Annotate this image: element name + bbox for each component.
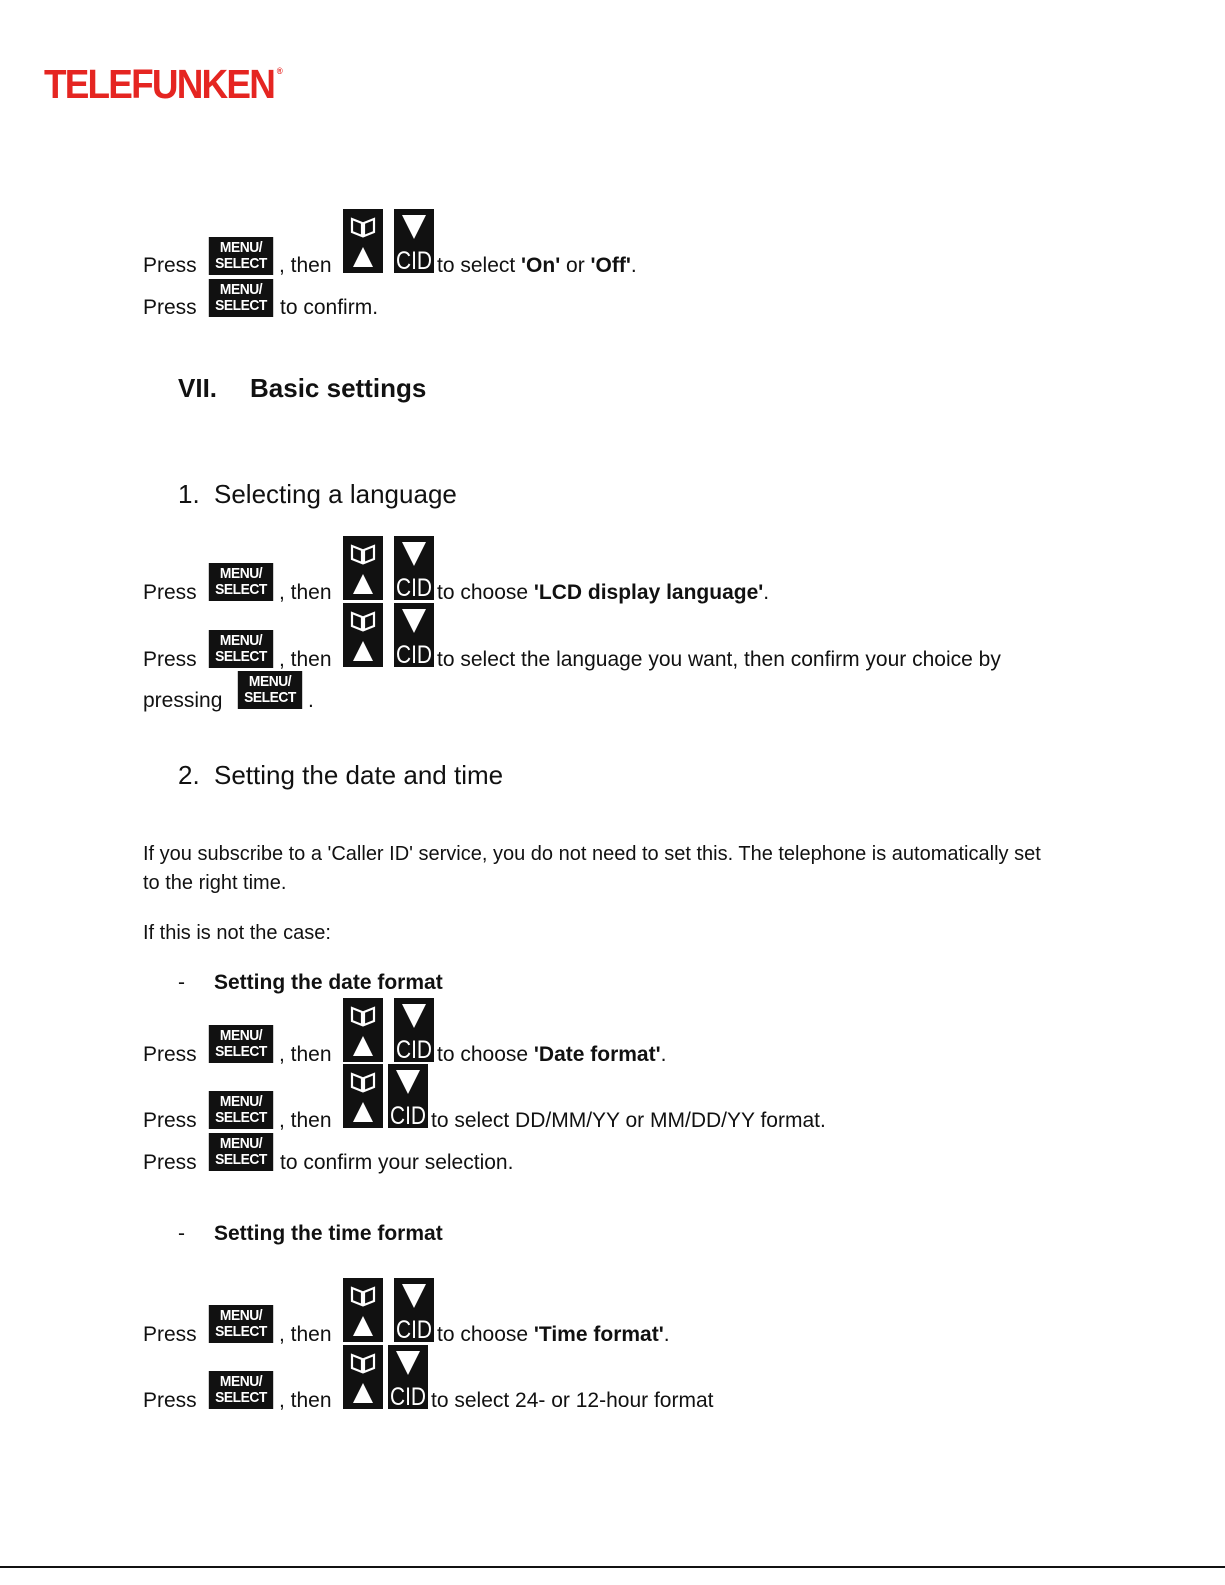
time-format-heading: - Setting the time format — [178, 1222, 443, 1245]
menu-select-key-icon: MENU/ SELECT — [209, 279, 273, 317]
time-format-line-1-text: to choose 'Time format'. — [437, 1323, 670, 1346]
svg-text:CID: CID — [390, 1383, 426, 1411]
time-format-line-1-then: , then — [279, 1323, 332, 1346]
phonebook-up-key-icon — [343, 1278, 383, 1342]
phonebook-up-key-icon — [343, 1345, 383, 1409]
language-line-2-text: to select the language you want, then confirm your choice by — [437, 648, 1001, 671]
intro-line-1-then: , then — [279, 254, 332, 277]
page-bottom-rule — [0, 1566, 1225, 1568]
language-line-2-then: , then — [279, 648, 332, 671]
menu-select-key-icon: MENU/ SELECT — [209, 237, 273, 275]
date-format-line-3: Press — [143, 1151, 197, 1174]
intro-line-2: Press — [143, 296, 197, 319]
phonebook-up-key-icon — [343, 1064, 383, 1128]
menu-select-key-icon: MENU/ SELECT — [209, 1091, 273, 1129]
intro-line-2-text: to confirm. — [280, 296, 379, 319]
language-line-1: Press — [143, 581, 197, 604]
cid-down-key-icon — [394, 1278, 434, 1342]
svg-text:CID: CID — [396, 1316, 432, 1344]
date-format-line-2-text: to select DD/MM/YY or MM/DD/YY format. — [431, 1109, 826, 1132]
language-line-1-then: , then — [279, 581, 332, 604]
date-format-line-3-text: to confirm your selection. — [280, 1151, 514, 1174]
date-format-line-1: Press — [143, 1043, 197, 1066]
menu-select-key-icon: MENU/ SELECT — [209, 1133, 273, 1171]
svg-text:CID: CID — [396, 641, 432, 669]
phonebook-up-key-icon — [343, 536, 383, 600]
svg-text:CID: CID — [396, 247, 432, 275]
section-heading: VII. Basic settings — [178, 373, 427, 403]
datetime-heading: 2. Setting the date and time — [178, 760, 504, 790]
language-line-3: pressing — [143, 689, 223, 712]
cid-down-key-icon — [394, 998, 434, 1062]
date-format-line-2: Press — [143, 1109, 197, 1132]
time-format-line-1: Press — [143, 1323, 197, 1346]
menu-select-key-icon: MENU/ SELECT — [209, 630, 273, 668]
phonebook-up-key-icon — [343, 998, 383, 1062]
phonebook-up-key-icon — [343, 603, 383, 667]
menu-select-key-icon: MENU/ SELECT — [209, 1025, 273, 1063]
time-format-line-2-then: , then — [279, 1389, 332, 1412]
language-heading: 1. Selecting a language — [178, 479, 457, 509]
telefunken-logo: TELEFUNKEN ® — [44, 61, 283, 107]
datetime-paragraph-1: If you subscribe to a 'Caller ID' service, you do not need to set this. The telephone is automatically set to the right time. — [143, 843, 1041, 894]
cid-down-key-icon — [388, 1345, 428, 1409]
date-format-heading: - Setting the date format — [178, 971, 443, 994]
cid-down-key-icon — [394, 209, 434, 273]
date-format-line-2-then: , then — [279, 1109, 332, 1132]
cid-down-key-icon — [388, 1064, 428, 1128]
language-line-3-end: . — [308, 689, 314, 712]
svg-text:CID: CID — [396, 1036, 432, 1064]
cid-down-key-icon — [394, 603, 434, 667]
menu-select-key-icon: MENU/ SELECT — [209, 1305, 273, 1343]
date-format-line-1-text: to choose 'Date format'. — [437, 1043, 667, 1066]
intro-line-1-text: to select 'On' or 'Off'. — [437, 254, 637, 277]
cid-down-key-icon — [394, 536, 434, 600]
time-format-line-2-text: to select 24- or 12-hour format — [431, 1389, 714, 1412]
phonebook-up-key-icon — [343, 209, 383, 273]
date-format-line-1-then: , then — [279, 1043, 332, 1066]
svg-text:CID: CID — [396, 574, 432, 602]
datetime-paragraph-2: If this is not the case: — [143, 922, 331, 944]
language-line-2: Press — [143, 648, 197, 671]
language-line-1-text: to choose 'LCD display language'. — [437, 581, 770, 604]
menu-select-key-icon: MENU/ SELECT — [238, 671, 302, 709]
svg-text:CID: CID — [390, 1102, 426, 1130]
intro-line-1: Press — [143, 254, 197, 277]
time-format-line-2: Press — [143, 1389, 197, 1412]
menu-select-key-icon: MENU/ SELECT — [209, 563, 273, 601]
menu-select-key-icon: MENU/ SELECT — [209, 1371, 273, 1409]
